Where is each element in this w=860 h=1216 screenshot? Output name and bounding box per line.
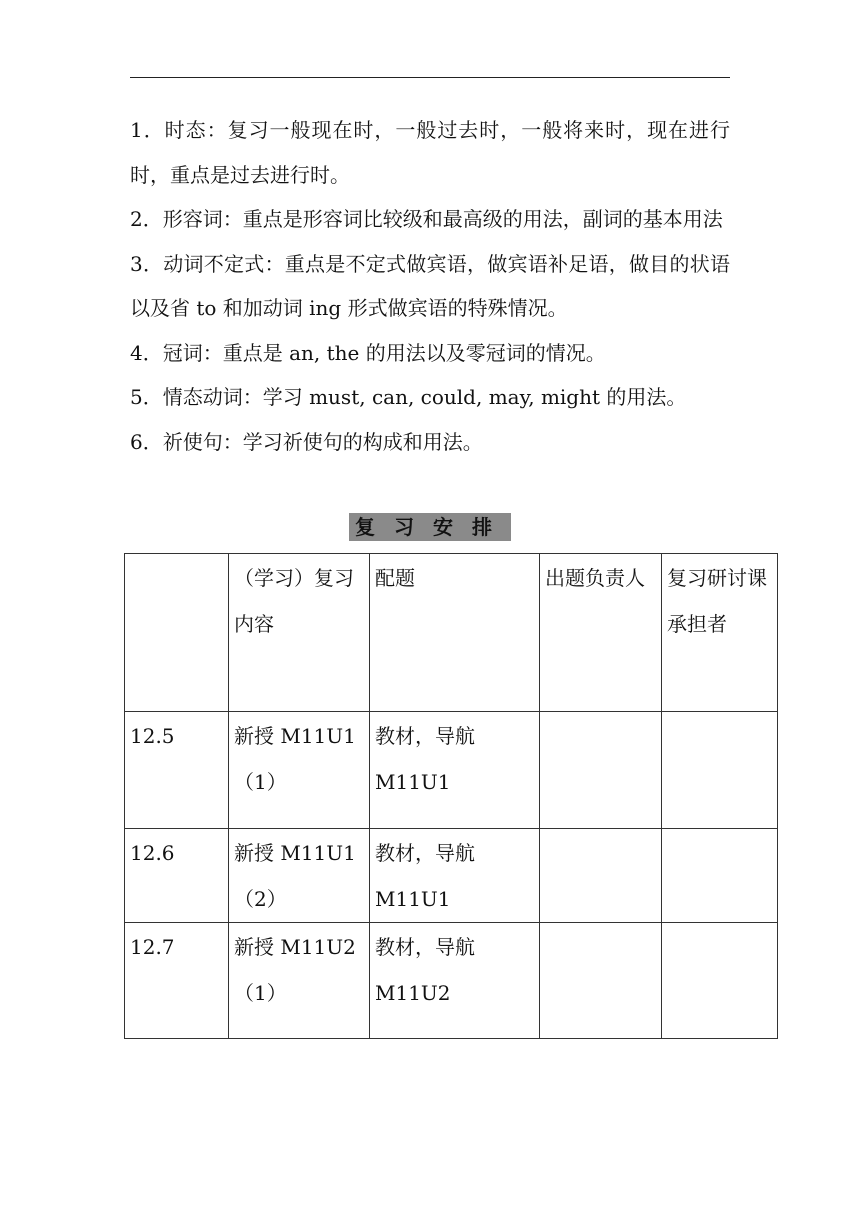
topic-item-tense: 1．时态：复习一般现在时，一般过去时，一般将来时，现在进行时，重点是过去进行时。 <box>130 118 730 187</box>
topic-item-modal-verbs: 5．情态动词：学习 must, can, could, may, might 的用法。 <box>130 385 687 409</box>
row-content: 新授 M11U1（2） <box>229 829 370 923</box>
header-cell-question-setter: 出题负责人 <box>540 554 662 712</box>
header-cell-date <box>125 554 229 712</box>
row-date: 12.6 <box>125 829 229 923</box>
row-question-setter <box>540 712 662 829</box>
topic-item-article: 4．冠词：重点是 an, the 的用法以及零冠词的情况。 <box>130 340 606 365</box>
row-seminar-host <box>662 829 778 923</box>
header-cell-content: （学习）复习内容 <box>229 554 370 712</box>
table-row <box>125 712 778 829</box>
row-seminar-host <box>662 712 778 829</box>
header-cell-exercises: 配题 <box>370 554 540 712</box>
schedule-title <box>0 512 860 542</box>
row-exercises: 教材，导航 M11U1 <box>370 829 540 923</box>
row-question-setter <box>540 923 662 1039</box>
row-exercises: 教材，导航 M11U2 <box>370 923 540 1039</box>
topic-item-adjective: 2．形容词：重点是形容词比较级和最高级的用法，副词的基本用法 <box>130 207 723 231</box>
header-cell-seminar-host: 复习研讨课承担者 <box>662 554 778 712</box>
table-header-row <box>125 554 778 712</box>
row-content: 新授 M11U1（1） <box>229 712 370 829</box>
row-exercises: 教材，导航 M11U1 <box>370 712 540 829</box>
schedule-title-text: 复习安排 <box>349 513 511 541</box>
row-date: 12.7 <box>125 923 229 1039</box>
review-topics <box>130 108 730 464</box>
topic-item-imperative: 6．祈使句：学习祈使句的构成和用法。 <box>130 429 483 454</box>
table-row <box>125 923 778 1039</box>
row-question-setter <box>540 829 662 923</box>
header-rule <box>130 77 730 78</box>
row-content: 新授 M11U2（1） <box>229 923 370 1039</box>
table-row <box>125 829 778 923</box>
topic-item-infinitive: 3．动词不定式：重点是不定式做宾语，做宾语补足语，做目的状语以及省 to 和加动词 ing 形式做宾语的特殊情况。 <box>130 251 730 320</box>
schedule-table <box>124 553 778 1039</box>
row-seminar-host <box>662 923 778 1039</box>
row-date: 12.5 <box>125 712 229 829</box>
